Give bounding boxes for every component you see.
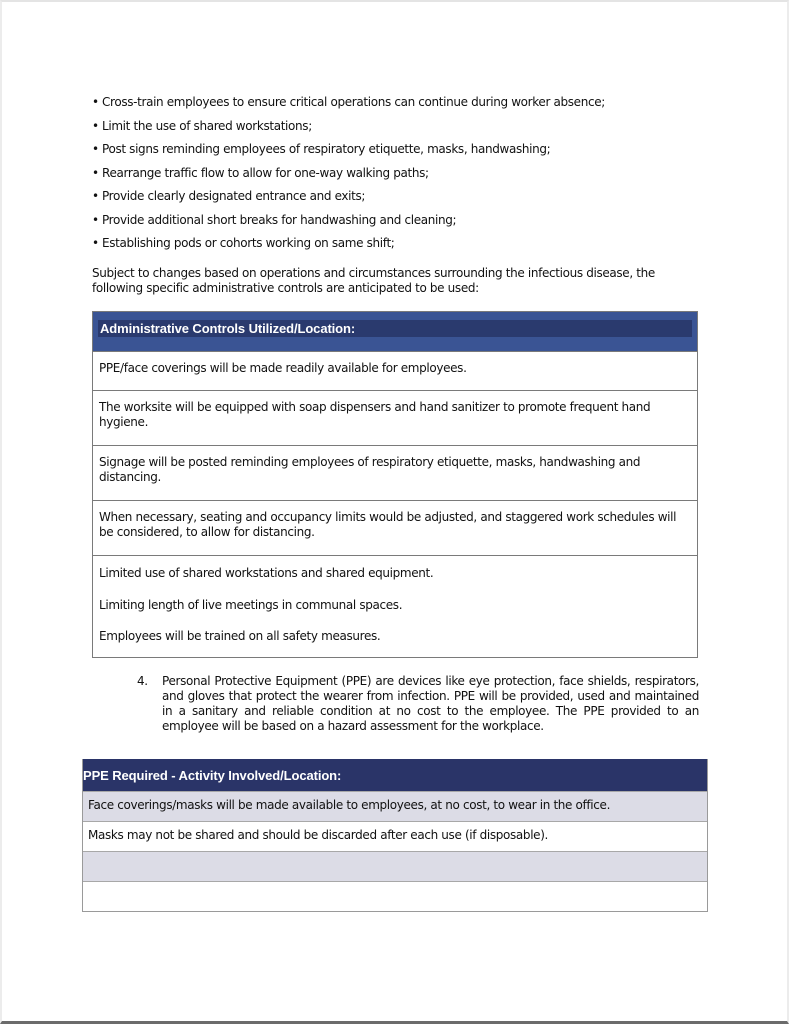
bullet-icon: •	[92, 165, 99, 180]
bullet-item	[92, 213, 702, 237]
admin-table-header	[93, 312, 697, 352]
bullet-item	[92, 236, 702, 260]
bullet-icon: •	[92, 212, 99, 227]
ppe-required-table	[82, 759, 708, 912]
bullet-text: Establishing pods or cohorts working on same shift;	[102, 236, 395, 250]
table-row	[83, 881, 707, 911]
bullet-item	[92, 119, 702, 143]
ppe-paragraph-text: Personal Protective Equipment (PPE) are devices like eye protection, face shields, respirators, and gloves that protect the wearer from infection. PPE will be provided, used and maintained in a sanitary and reliable condition at no cost to the employee. The PPE provided to an employee will be based on a hazard assessment for the workplace.	[162, 674, 699, 733]
list-number: 4.	[137, 674, 148, 688]
table-row	[83, 851, 707, 881]
bullet-text: Cross-train employees to ensure critical operations can continue during worker absence;	[102, 95, 605, 109]
row-line: Limiting length of live meetings in communal spaces.	[99, 597, 403, 612]
admin-table-header-label: Administrative Controls Utilized/Location:	[100, 321, 356, 336]
bullet-icon: •	[92, 118, 99, 133]
bullet-text: Post signs reminding employees of respiratory etiquette, masks, handwashing;	[102, 142, 551, 156]
intro-paragraph: Subject to changes based on operations and circumstances surrounding the infectious disease, the following specific administrative controls are anticipated to be used:	[92, 266, 655, 295]
bullet-icon: •	[92, 189, 99, 203]
bullet-item	[92, 166, 702, 190]
table-row: Face coverings/masks will be made available to employees, at no cost, to wear in the office.	[83, 791, 707, 821]
row-line: Limited use of shared workstations and shared equipment.	[99, 566, 434, 580]
row-line: Employees will be trained on all safety measures.	[99, 629, 381, 643]
bullet-item	[92, 95, 702, 119]
bullet-icon: •	[92, 236, 99, 250]
bullet-text: Provide additional short breaks for handwashing and cleaning;	[102, 212, 457, 227]
bullet-text: Provide clearly designated entrance and exits;	[102, 189, 366, 203]
bullet-text: Rearrange traffic flow to allow for one-way walking paths;	[102, 165, 429, 180]
ppe-table-header: PPE Required - Activity Involved/Location:	[83, 759, 707, 791]
table-row: PPE/face coverings will be made readily available for employees.	[93, 352, 697, 391]
bullet-icon: •	[92, 142, 99, 156]
table-row	[93, 556, 697, 657]
bullet-item	[92, 142, 702, 166]
table-row: Masks may not be shared and should be discarded after each use (if disposable).	[83, 821, 707, 851]
ppe-numbered-paragraph	[137, 674, 699, 734]
bullet-list	[92, 95, 702, 260]
bullet-item	[92, 189, 702, 213]
administrative-controls-table	[92, 311, 698, 658]
table-row: Signage will be posted reminding employees of respiratory etiquette, masks, handwashing and distancing.	[93, 446, 697, 501]
table-row: The worksite will be equipped with soap dispensers and hand sanitizer to promote frequent hand hygiene.	[93, 391, 697, 446]
bullet-icon: •	[92, 95, 99, 109]
bullet-text: Limit the use of shared workstations;	[102, 118, 312, 133]
table-row: When necessary, seating and occupancy limits would be adjusted, and staggered work schedules will be considered, to allow for distancing.	[93, 501, 697, 556]
